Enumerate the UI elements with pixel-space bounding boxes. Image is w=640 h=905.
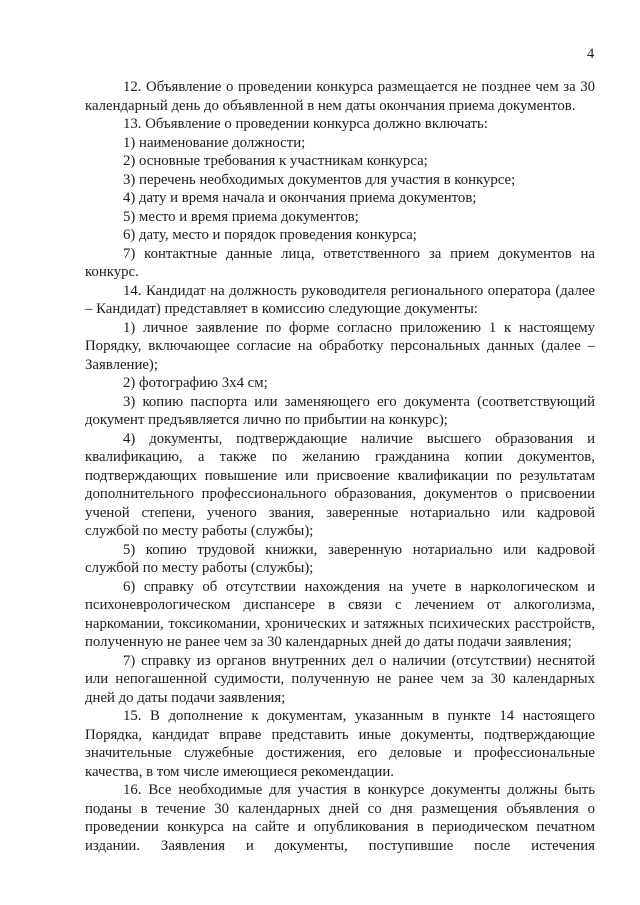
list-item-13-3: 3) перечень необходимых документов для участия в конкурсе; xyxy=(123,171,516,188)
paragraph-12: 12. Объявление о проведении конкурса размещается не позднее чем за 30 календарный день до объявленной в нем даты окончания приема документов. xyxy=(85,79,595,114)
paragraph-16: 16. Все необходимые для участия в конкурсе документы должны быть поданы в течение 30 календарных дней со дня размещения объявления о проведении конкурса на сайте и опубликования в периодическом печатном издании. Заявления и документы, поступившие после истечения xyxy=(85,782,595,854)
list-item-14-6: 6) справку об отсутствии нахождения на учете в наркологическом и психоневрологическом диспансере в связи с лечением от алкоголизма, наркомании, токсикомании, хронических и затяжных психических расстройств, полученную не ранее чем за 30 календарных дней до даты подачи заявления; xyxy=(85,578,595,650)
list-item-14-1: 1) личное заявление по форме согласно приложению 1 к настоящему Порядку, включающее согласие на обработку персональных данных (далее – Заявление); xyxy=(85,319,595,373)
list-item-14-3: 3) копию паспорта или заменяющего его документа (соответствующий документ предъявляется лично по прибытии на конкурс); xyxy=(85,393,595,428)
paragraph-15: 15. В дополнение к документам, указанным в пункте 14 настоящего Порядка, кандидат вправе представить иные документы, подтверждающие значительные служебные достижения, его деловые и профессиональные качества, в том числе имеющиеся рекомендации. xyxy=(85,708,595,780)
list-item-14-2: 2) фотографию 3x4 см; xyxy=(123,375,268,391)
paragraph-14: 14. Кандидат на должность руководителя регионального оператора (далее – Кандидат) представляет в комиссию следующие документы: xyxy=(85,282,595,317)
list-item-14-4: 4) документы, подтверждающие наличие высшего образования и квалификацию, а также по желанию гражданина копии документов, подтверждающих повышение или присвоение квалификации по результатам дополнительного профессионального образования, документов о присвоении ученой степени, ученого звания, заверенные нотариально или кадровой службой по месту работы (службы); xyxy=(85,430,595,539)
page-number: 4 xyxy=(587,46,595,62)
list-item-13-4: 4) дату и время начала и окончания приема документов; xyxy=(123,190,477,206)
list-item-14-5: 5) копию трудовой книжки, заверенную нотариально или кадровой службой по месту работы (службы); xyxy=(85,541,595,576)
list-item-13-2: 2) основные требования к участникам конкурса; xyxy=(123,153,428,169)
list-item-13-6: 6) дату, место и порядок проведения конкурса; xyxy=(123,227,417,243)
list-item-13-7: 7) контактные данные лица, ответственного за прием документов на конкурс. xyxy=(85,245,595,280)
list-item-13-1: 1) наименование должности; xyxy=(123,134,306,151)
list-item-13-5: 5) место и время приема документов; xyxy=(123,208,359,225)
paragraph-13: 13. Объявление о проведении конкурса должно включать: xyxy=(123,116,488,132)
list-item-14-7: 7) справку из органов внутренних дел о наличии (отсутствии) неснятой или непогашенной судимости, полученную не ранее чем за 30 календарных дней до даты подачи заявления; xyxy=(85,652,595,706)
document-body xyxy=(85,78,595,855)
